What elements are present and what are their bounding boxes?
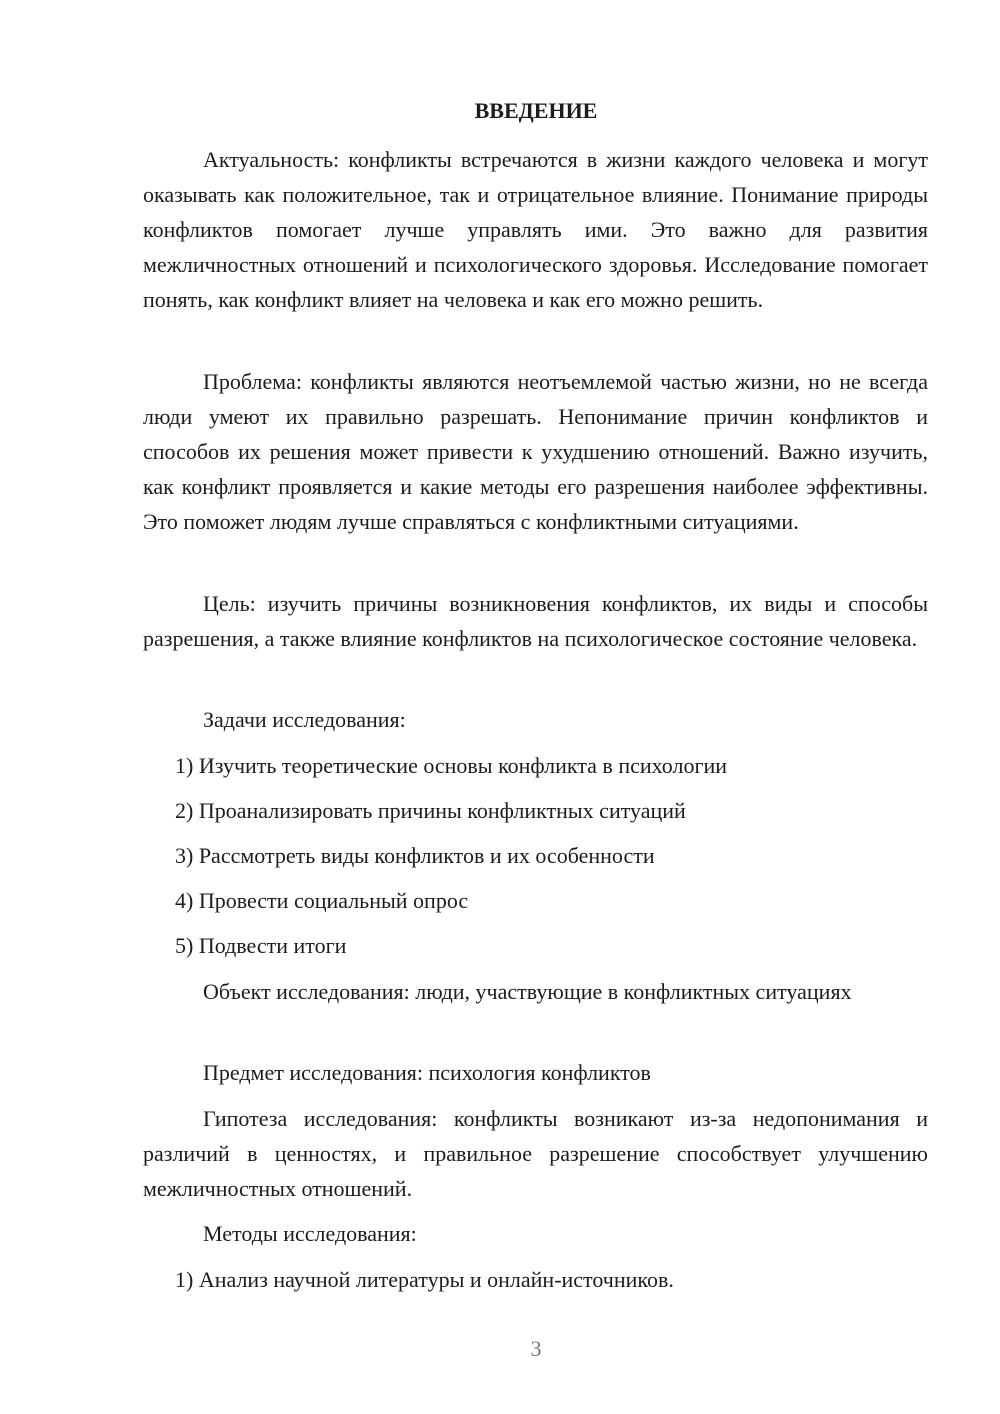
subject-paragraph: Предмет исследования: психология конфликтов: [203, 1060, 651, 1085]
task-item-5: 5) Подвести итоги: [175, 933, 347, 958]
method-item-1: 1) Анализ научной литературы и онлайн-источников.: [175, 1267, 674, 1292]
hypothesis-paragraph: Гипотеза исследования: конфликты возникают из-за недопонимания и различий в ценностях, и правильное разрешение способствует улучшению межличностных отношений.: [143, 1106, 928, 1201]
page-number: 3: [530, 1336, 542, 1361]
relevance-paragraph: Актуальность: конфликты встречаются в жизни каждого человека и могут оказывать как положительное, так и отрицательное влияние. Понимание природы конфликтов помогает лучше управлять ими. Это важно для развития межличностных отношений и психологического здоровья. Исследование помогает понять, как конфликт влияет на человека и как его можно решить.: [143, 147, 928, 312]
problem-paragraph: Проблема: конфликты являются неотъемлемой частью жизни, но не всегда люди умеют их правильно разрешать. Непонимание причин конфликтов и способов их решения может привести к ухудшению отношений. Важно изучить, как конфликт проявляется и какие методы его разрешения наиболее эффективны. Это поможет людям лучше справляться с конфликтными ситуациями.: [143, 369, 928, 534]
task-item-4: 4) Провести социальный опрос: [175, 888, 469, 913]
section-heading: ВВЕДЕНИЕ: [474, 98, 598, 123]
object-paragraph: Объект исследования: люди, участвующие в конфликтных ситуациях: [203, 979, 852, 1004]
tasks-heading: Задачи исследования:: [203, 707, 406, 732]
methods-heading: Методы исследования:: [203, 1221, 417, 1246]
goal-paragraph: Цель: изучить причины возникновения конфликтов, их виды и способы разрешения, а также влияние конфликтов на психологическое состояние человека.: [143, 591, 928, 651]
task-item-1: 1) Изучить теоретические основы конфликта в психологии: [175, 753, 728, 778]
task-item-3: 3) Рассмотреть виды конфликтов и их особенности: [175, 843, 655, 868]
task-item-2: 2) Проанализировать причины конфликтных ситуаций: [175, 798, 686, 823]
